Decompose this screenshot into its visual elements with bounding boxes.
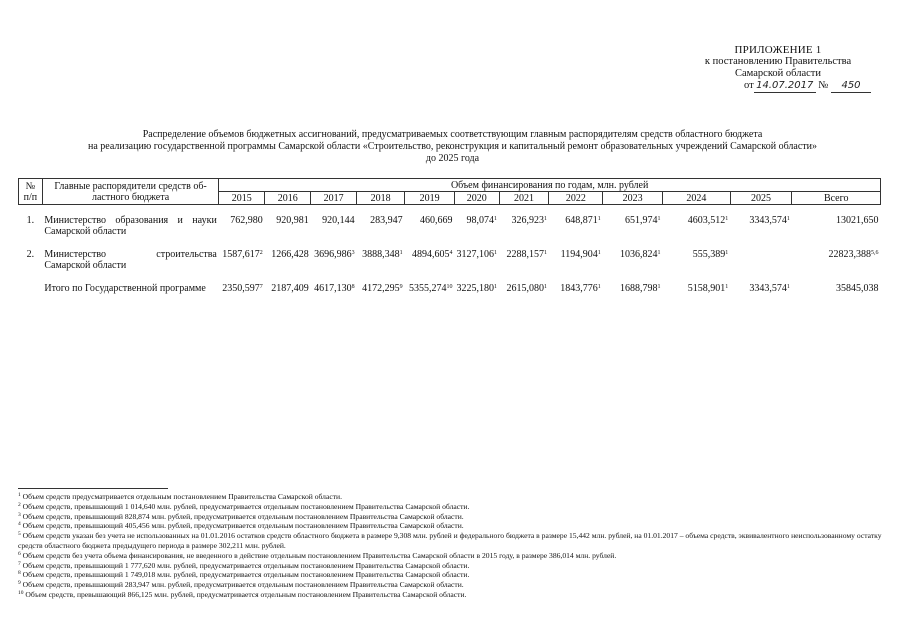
footnote-separator: [18, 488, 168, 489]
handwritten-date: 14.07.2017: [754, 80, 816, 93]
header-year: 2023: [603, 192, 663, 205]
value-cell: [455, 215, 500, 249]
footnote-number: 6: [18, 550, 21, 557]
footnote-text: Объем средств, превышающий 1 777,620 млн. рублей, предусматривается отдельным постановлением Правительства Самарской области.: [22, 560, 470, 570]
value-cell: [405, 283, 455, 306]
row-name: Министерство строительства Самарской области: [44, 249, 217, 271]
value-text: 3696,986: [314, 249, 352, 260]
value-text: 4894,605: [412, 249, 450, 260]
footnote: [18, 531, 884, 551]
value-text: 4603,512: [687, 215, 726, 226]
header-year: 2021: [499, 192, 549, 205]
header-year: 2015: [219, 192, 265, 205]
footnote-text: Объем средств, превышающий 405,456 млн. рублей, предусматривается отдельным постановлением Правительства Самарской области.: [22, 521, 464, 531]
footnote-text: Объем средств, превышающий 1 014,640 млн. рублей, предусматривается отдельным постановлением Правительства Самарской области.: [22, 501, 470, 511]
title-line-1: Распределение объемов бюджетных ассигнований, предусматриваемых соответствующим главным распорядителям средств областного бюджета: [142, 129, 763, 140]
footnote-ref: 1: [657, 216, 661, 222]
footnote-ref: 4: [449, 250, 453, 256]
value-cell: [792, 215, 881, 249]
value-cell: [499, 215, 549, 249]
footnote-ref: 8: [351, 284, 355, 290]
value-cell: [311, 215, 357, 249]
footnote-ref: 1: [543, 216, 547, 222]
value-cell: [357, 215, 405, 249]
footnote-number: 8: [18, 570, 21, 577]
header-num-line-2: п/п: [23, 191, 38, 203]
value-text: 2288,157: [506, 249, 544, 260]
appendix-line-2: Самарской области: [735, 68, 821, 79]
value-text: 920,981: [276, 215, 309, 226]
table-row: [19, 215, 881, 249]
value-cell: [792, 249, 881, 283]
footnote-number: 7: [18, 560, 21, 567]
date-number-line: [683, 80, 873, 93]
value-text: 5355,274: [409, 283, 447, 294]
funding-table: [18, 178, 881, 306]
footnote-ref: 1: [597, 250, 601, 256]
value-cell: [730, 283, 792, 306]
footnote-text: Объем средств, превышающий 866,125 млн. рублей, предусматривается отдельным постановлением Правительства Самарской области.: [25, 589, 467, 599]
footnote-ref: 1: [725, 216, 729, 222]
footnote-ref: 2: [259, 250, 263, 256]
footnote: [18, 580, 884, 590]
header-num-line-1: №: [25, 180, 36, 192]
value-cell: [603, 215, 663, 249]
value-text: 4172,295: [362, 283, 400, 294]
value-text: 651,974: [625, 215, 658, 226]
footnote-ref: 1: [786, 216, 790, 222]
value-cell: [499, 283, 549, 306]
footnote-ref: 1: [494, 216, 498, 222]
value-cell: [663, 283, 731, 306]
value-cell: [219, 215, 265, 249]
header-year: 2017: [311, 192, 357, 205]
document-title: [0, 129, 905, 165]
footnote: [18, 551, 884, 561]
header-name: [42, 179, 218, 205]
value-text: 1266,428: [271, 249, 309, 260]
value-cell: [265, 249, 311, 283]
header-year: 2016: [265, 192, 311, 205]
value-cell: [405, 215, 455, 249]
footnote: [18, 570, 884, 580]
header-year: 2024: [663, 192, 731, 205]
footnote-ref: 3: [351, 250, 355, 256]
value-text: 326,923: [511, 215, 544, 226]
value-text: 1688,798: [620, 283, 658, 294]
value-cell: [663, 215, 731, 249]
value-text: 2350,597: [222, 283, 260, 294]
header-year: 2018: [357, 192, 405, 205]
value-text: 4617,130: [314, 283, 352, 294]
table-body: [19, 205, 881, 307]
value-text: 13021,650: [836, 215, 879, 226]
value-text: 3343,574: [749, 283, 787, 294]
value-cell: [792, 283, 881, 306]
footnote: [18, 502, 884, 512]
footnote-number: 10: [18, 589, 24, 596]
table-row: [19, 283, 881, 306]
value-cell: [549, 215, 603, 249]
value-cell: [730, 215, 792, 249]
header-year: 2020: [455, 192, 500, 205]
footnote-ref: 1: [494, 250, 498, 256]
value-text: 762,980: [230, 215, 263, 226]
value-text: 283,947: [370, 215, 403, 226]
value-cell: [499, 249, 549, 283]
title-line-3: до 2025 года: [425, 153, 480, 164]
value-cell: [663, 249, 731, 283]
value-cell: [219, 283, 265, 306]
appendix-heading: ПРИЛОЖЕНИЕ 1: [734, 44, 822, 56]
footnote-number: 3: [18, 511, 21, 518]
appendix-line-1: к постановлению Правительства: [704, 56, 852, 67]
footnote-ref: 1: [657, 284, 661, 290]
footnote-ref: 1: [725, 250, 729, 256]
value-cell: [730, 249, 792, 283]
table-header: [19, 179, 881, 205]
value-cell: [265, 283, 311, 306]
header-num: [19, 179, 43, 205]
footnote: [18, 492, 884, 502]
header-name-line-2: ластного бюджета: [91, 191, 170, 203]
footnote-ref: 10: [446, 284, 453, 290]
number-label: №: [818, 80, 829, 91]
value-text: 3225,180: [456, 283, 495, 294]
value-cell: [455, 249, 500, 283]
approval-block: [683, 44, 873, 93]
value-cell: [357, 283, 405, 306]
value-text: 3127,106: [456, 249, 495, 260]
footnote-text: Объем средств без учета объема финансирования, не введенного в действие отдельным постановлением Правительства Самарской области в 2015 году, в размере 386,014 млн. рублей.: [22, 550, 617, 560]
header-name-line-1: Главные распорядители средств об-: [54, 180, 207, 192]
value-text: 35845,038: [836, 283, 879, 294]
header-year: Всего: [792, 192, 881, 205]
value-text: 1194,904: [560, 249, 598, 260]
value-text: 460,669: [420, 215, 453, 226]
footnote-ref: 5,6: [871, 250, 879, 256]
footnote-ref: 1: [494, 284, 498, 290]
footnote-ref: 1: [786, 284, 790, 290]
footnote-ref: 1: [725, 284, 729, 290]
footnote-ref: 1: [543, 250, 547, 256]
value-text: 22823,388: [828, 249, 871, 260]
footnote-number: 9: [18, 580, 21, 587]
row-name: Министерство образования и науки Самарской области: [44, 215, 217, 237]
footnote-number: 2: [18, 501, 21, 508]
value-text: 1036,824: [620, 249, 658, 260]
row-name: Итого по Государственной программе: [44, 283, 206, 294]
footnotes: [18, 492, 884, 600]
value-cell: [265, 215, 311, 249]
footnote: [18, 512, 884, 522]
footnote-text: Объем средств указан без учета не использованных на 01.01.2016 остатков средств областного бюджета в размере 9,308 млн. рублей и федерального бюджета в размере 15,442 млн. рублей, на 01.01.2017 – объема средств, эквивалентного неиспользованному остатку средств областного бюджета предыдущего периода в размере 302,211 млн. рублей.: [18, 531, 882, 550]
header-year: 2025: [730, 192, 792, 205]
value-text: 648,871: [565, 215, 598, 226]
value-text: 1587,617: [222, 249, 260, 260]
header-year: 2022: [549, 192, 603, 205]
header-year: 2019: [405, 192, 455, 205]
footnote-number: 4: [18, 521, 21, 528]
footnote: [18, 521, 884, 531]
footnote-ref: 1: [597, 284, 601, 290]
value-text: 2187,409: [271, 283, 309, 294]
value-text: 920,144: [322, 215, 355, 226]
footnote-text: Объем средств, превышающий 283,947 млн. рублей, предусматривается отдельным постановлением Правительства Самарской области.: [22, 580, 464, 590]
value-text: 2615,080: [506, 283, 544, 294]
footnote-number: 1: [18, 492, 21, 498]
value-text: 98,074: [466, 215, 495, 226]
footnote-ref: 1: [657, 250, 661, 256]
spacer-row: [19, 205, 881, 216]
footnote-ref: 1: [543, 284, 547, 290]
value-text: 3888,348: [362, 249, 400, 260]
value-cell: [603, 249, 663, 283]
footnote: [18, 561, 884, 571]
footnote: [18, 590, 884, 600]
value-cell: [549, 249, 603, 283]
value-cell: [455, 283, 500, 306]
title-line-2: на реализацию государственной программы Самарской области «Строительство, реконструкция и капитальный ремонт образовательных учреждений Самарской области»: [88, 141, 817, 152]
header-funding-group: Объем финансирования по годам, млн. рублей: [219, 179, 881, 192]
value-text: 5158,901: [687, 283, 726, 294]
value-cell: [219, 249, 265, 283]
footnote-ref: 7: [259, 284, 263, 290]
value-cell: [311, 249, 357, 283]
value-cell: [549, 283, 603, 306]
footnote-text: Объем средств, превышающий 828,874 млн. рублей, предусматривается отдельным постановлением Правительства Самарской области.: [22, 511, 464, 521]
value-cell: [311, 283, 357, 306]
handwritten-number: 450: [831, 80, 871, 93]
footnote-ref: 9: [399, 284, 403, 290]
table-row: [19, 249, 881, 283]
value-text: 555,389: [692, 249, 726, 260]
footnote-number: 5: [18, 531, 21, 538]
footnote-text: Объем средств предусматривается отдельным постановлением Правительства Самарской области.: [22, 492, 342, 501]
value-text: 1843,776: [560, 283, 598, 294]
footnote-ref: 1: [399, 250, 403, 256]
from-label: от: [744, 80, 754, 91]
row-number: [19, 283, 43, 306]
row-number: 2.: [26, 249, 35, 260]
footnote-text: Объем средств, превышающий 1 749,018 млн. рублей, предусматривается отдельным постановлением Правительства Самарской области.: [22, 570, 470, 580]
value-cell: [405, 249, 455, 283]
value-cell: [603, 283, 663, 306]
row-number: 1.: [26, 215, 35, 226]
value-text: 3343,574: [749, 215, 787, 226]
footnote-ref: 1: [597, 216, 601, 222]
value-cell: [357, 249, 405, 283]
